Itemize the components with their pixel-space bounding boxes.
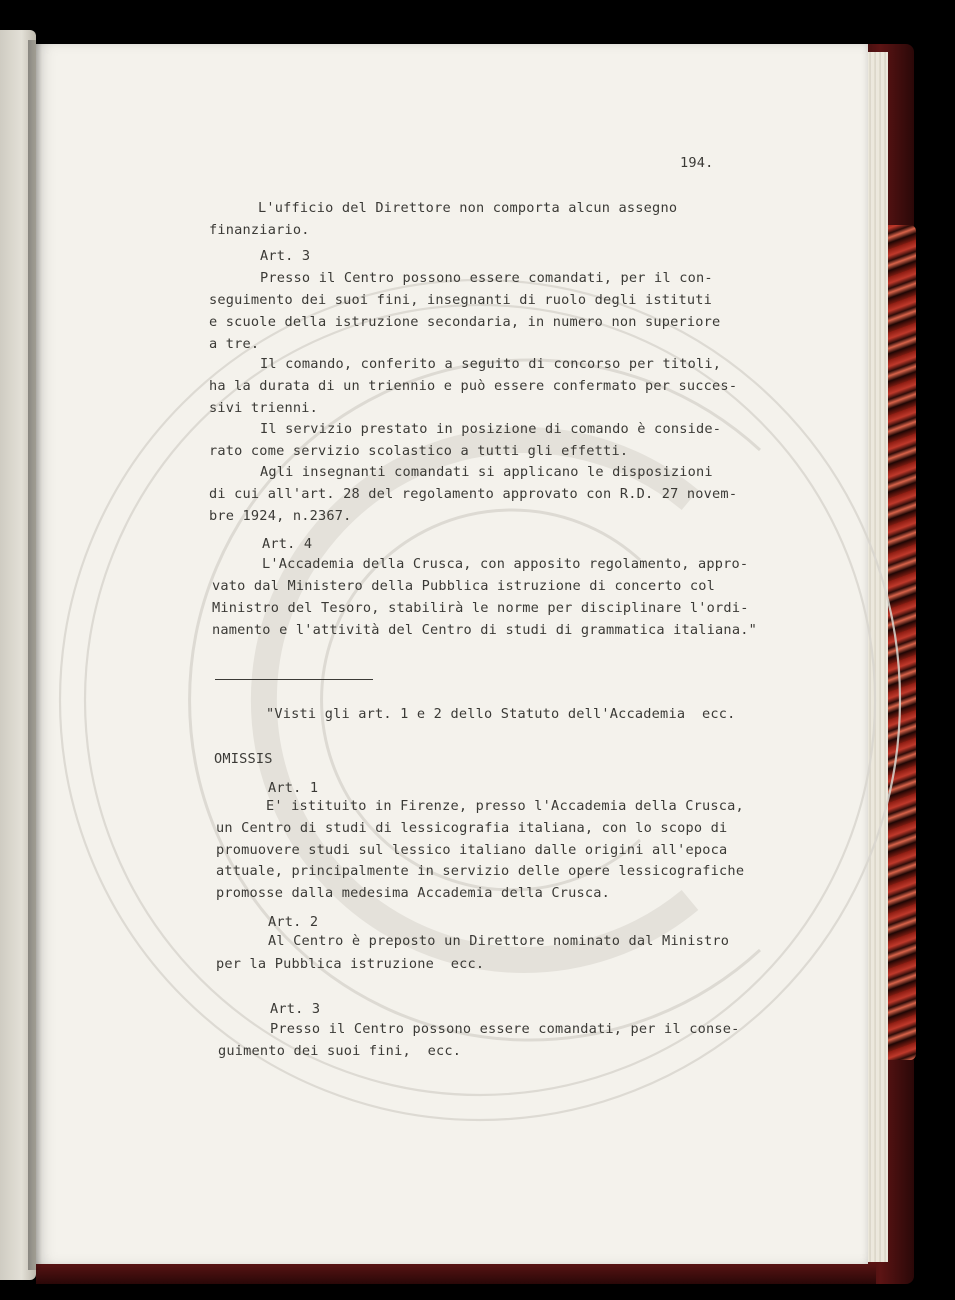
text-line: seguimento dei suoi fini, insegnanti di ruolo degli istituti <box>209 292 713 308</box>
text-line: ha la durata di un triennio e può essere confermato per succes- <box>209 378 738 394</box>
text-line: di cui all'art. 28 del regolamento approvato con R.D. 27 novem- <box>209 486 738 502</box>
text-line: Ministro del Tesoro, stabilirà le norme per disciplinare l'ordi- <box>212 600 749 616</box>
text-line: rato come servizio scolastico a tutti gli effetti. <box>209 443 629 459</box>
gutter-shadow <box>28 40 42 1270</box>
article-heading: Art. 2 <box>268 914 319 930</box>
text-line: attuale, principalmente in servizio delle opere lessicografiche <box>216 863 745 879</box>
text-line: Il comando, conferito a seguito di concorso per titoli, <box>260 356 722 372</box>
text-line: E' istituito in Firenze, presso l'Accademia della Crusca, <box>266 798 744 814</box>
text-line: un Centro di studi di lessicografia italiana, con lo scopo di <box>216 820 728 836</box>
article-heading: Art. 3 <box>260 248 311 264</box>
text-line: vato dal Ministero della Pubblica istruzione di concerto col <box>212 578 716 594</box>
text-line: sivi trienni. <box>209 400 318 416</box>
text-line: L'ufficio del Direttore non comporta alcun assegno <box>258 200 678 216</box>
text-line: Il servizio prestato in posizione di comando è conside- <box>260 421 722 437</box>
section-divider <box>215 679 373 680</box>
page-number: 194. <box>680 155 714 171</box>
text-line: "Visti gli art. 1 e 2 dello Statuto dell'Accademia ecc. <box>266 706 736 722</box>
text-line: bre 1924, n.2367. <box>209 508 352 524</box>
cover-bottom-edge <box>36 1262 876 1284</box>
article-heading: Art. 4 <box>262 536 313 552</box>
text-line: a tre. <box>209 336 260 352</box>
text-line: namento e l'attività del Centro di studi di grammatica italiana." <box>212 622 757 638</box>
text-line: promuovere studi sul lessico italiano dalle origini all'epoca <box>216 842 728 858</box>
text-line: guimento dei suoi fini, ecc. <box>218 1043 462 1059</box>
text-line: Presso il Centro possono essere comandati, per il con- <box>260 270 713 286</box>
text-line: Presso il Centro possono essere comandati, per il conse- <box>270 1021 740 1037</box>
text-line: L'Accademia della Crusca, con apposito regolamento, appro- <box>262 556 749 572</box>
text-line: per la Pubblica istruzione ecc. <box>216 956 485 972</box>
text-line: e scuole della istruzione secondaria, in numero non superiore <box>209 314 721 330</box>
article-heading: Art. 1 <box>268 780 319 796</box>
section-label: OMISSIS <box>214 751 273 767</box>
text-line: Agli insegnanti comandati si applicano le disposizioni <box>260 464 713 480</box>
typed-page <box>36 44 868 1264</box>
text-line: Al Centro è preposto un Direttore nominato dal Ministro <box>268 933 730 949</box>
text-line: finanziario. <box>209 222 310 238</box>
text-line: promosse dalla medesima Accademia della Crusca. <box>216 885 611 901</box>
article-heading: Art. 3 <box>270 1001 321 1017</box>
